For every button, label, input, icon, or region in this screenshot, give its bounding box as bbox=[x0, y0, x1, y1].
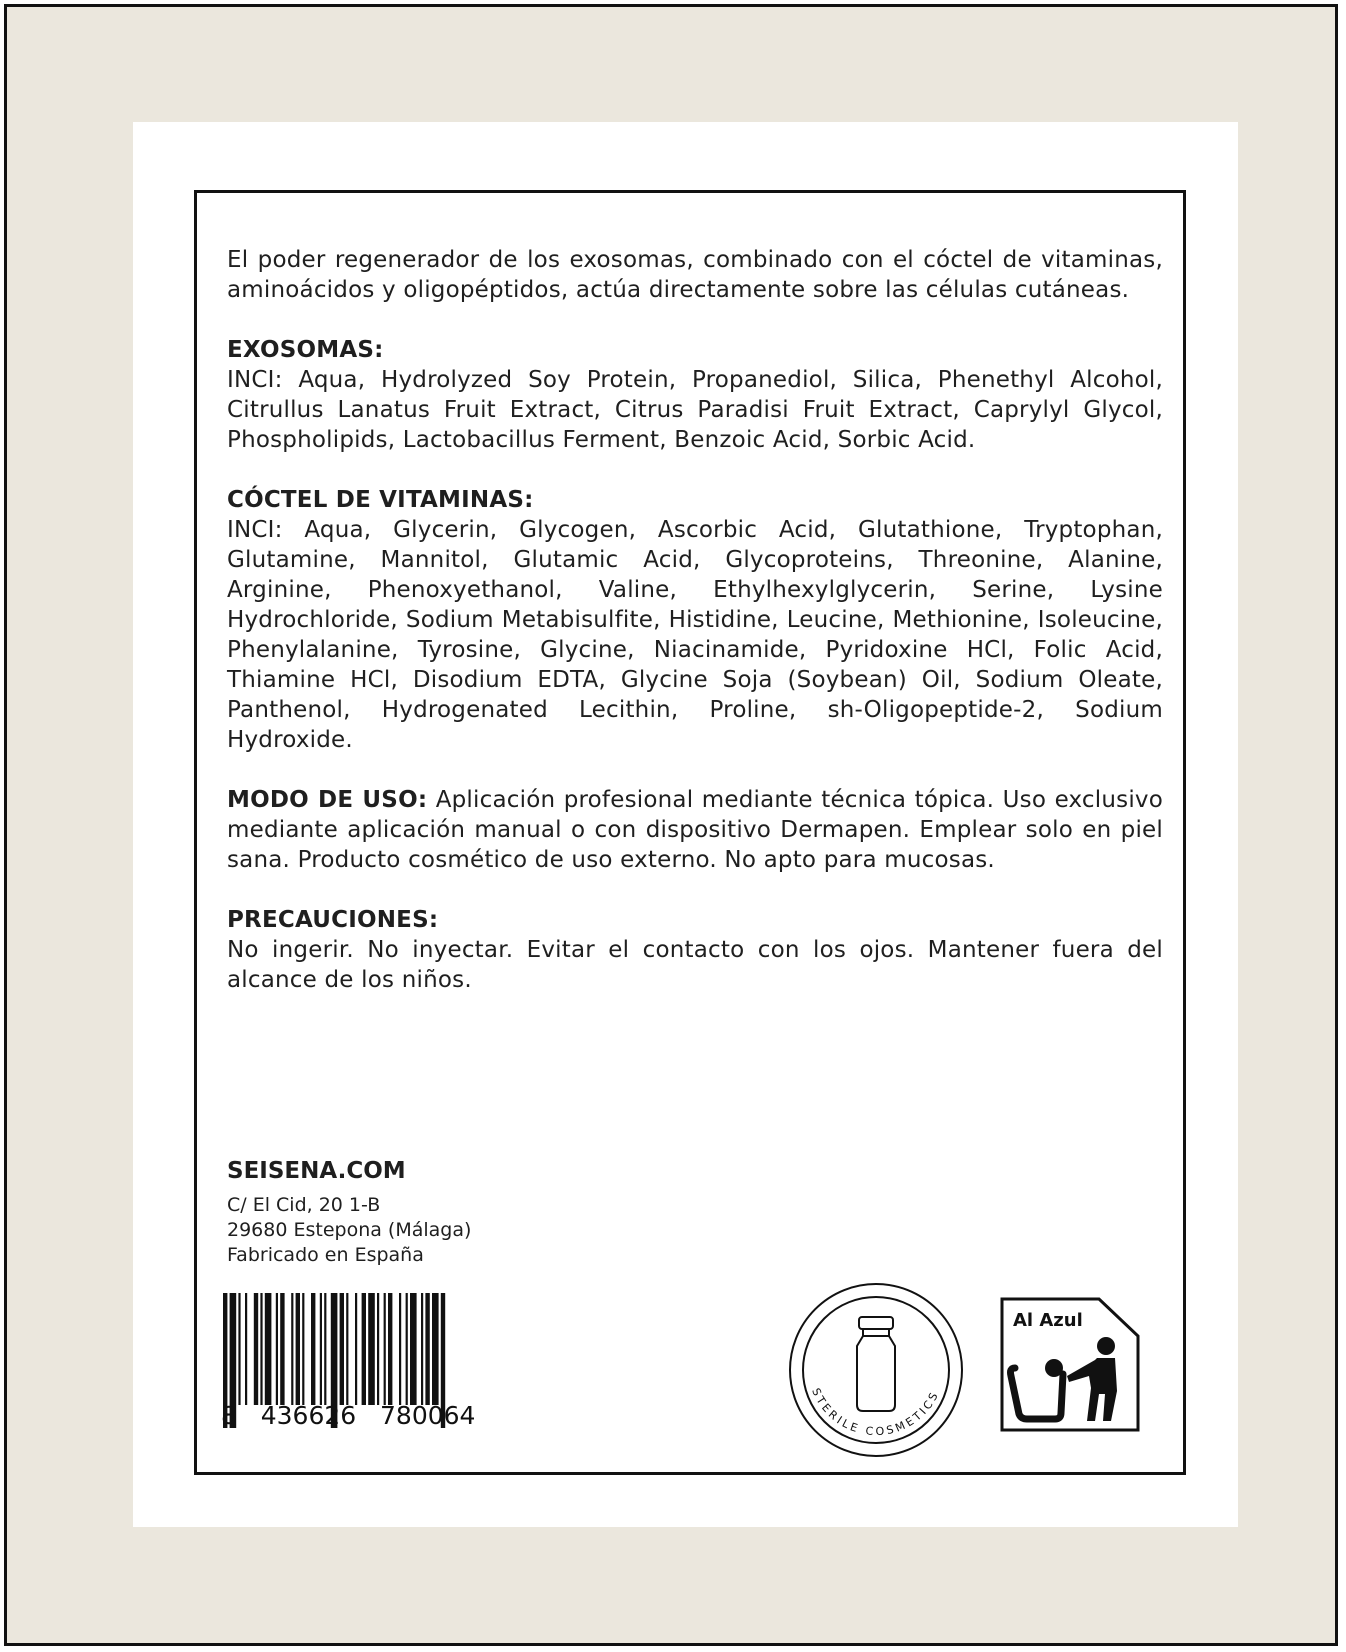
barcode-bar bbox=[320, 1293, 322, 1405]
barcode-bar bbox=[388, 1293, 392, 1405]
barcode-bar bbox=[245, 1293, 247, 1405]
barcode-bar bbox=[377, 1293, 379, 1405]
barcode-bar bbox=[432, 1293, 439, 1405]
barcode-bar bbox=[265, 1293, 272, 1405]
barcode-bar bbox=[368, 1293, 375, 1405]
barcode-bar bbox=[425, 1293, 429, 1405]
exosomas-section bbox=[227, 335, 1163, 455]
barcode-bar bbox=[276, 1293, 278, 1405]
barcode-bar bbox=[324, 1293, 326, 1405]
modo-uso-paragraph bbox=[227, 785, 1163, 875]
barcode-bar bbox=[302, 1293, 304, 1405]
exosomas-heading: EXOSOMAS: bbox=[227, 337, 384, 363]
origin-text: Fabricado en España bbox=[227, 1244, 424, 1266]
barcode-bar bbox=[311, 1293, 315, 1405]
barcode-bar bbox=[340, 1293, 344, 1405]
website[interactable]: SEISENA.COM bbox=[227, 1158, 406, 1184]
barcode-bar bbox=[346, 1293, 348, 1405]
precauciones-heading: PRECAUCIONES: bbox=[227, 907, 439, 933]
precauciones-text: No ingerir. No inyectar. Evitar el contacto con los ojos. Mantener fuera del alcance de los niños. bbox=[227, 937, 1163, 993]
barcode-bar bbox=[399, 1293, 401, 1405]
sterile-cosmetics-badge bbox=[787, 1281, 965, 1459]
intro-text: El poder regenerador de los exosomas, combinado con el cóctel de vitaminas, aminoácidos y oligopéptidos, actúa directamente sobre las células cutáneas. bbox=[227, 247, 1163, 303]
barcode-bar bbox=[296, 1293, 300, 1405]
recycling-label: Al Azul bbox=[1013, 1310, 1083, 1331]
address-line-2: 29680 Estepona (Málaga) bbox=[227, 1219, 472, 1241]
modo-uso-section bbox=[227, 785, 1163, 875]
product-label bbox=[194, 190, 1186, 1475]
barcode-bar bbox=[280, 1293, 284, 1405]
barcode-bar bbox=[260, 1293, 262, 1405]
label-content bbox=[227, 245, 1163, 995]
precauciones-section bbox=[227, 905, 1163, 995]
barcode-bar bbox=[410, 1293, 417, 1405]
exosomas-inci: INCI: Aqua, Hydrolyzed Soy Protein, Propanediol, Silica, Phenethyl Alcohol, Citrullus Lanatus Fruit Extract, Citrus Paradisi Fruit Extract, Caprylyl Glycol, Phospholipids, Lactobacillus Ferment, Benzoic Acid, Sorbic Acid. bbox=[227, 367, 1163, 453]
barcode-bar bbox=[362, 1293, 366, 1405]
coctel-section bbox=[227, 485, 1163, 755]
barcode-bar bbox=[355, 1293, 357, 1405]
barcode-bar bbox=[291, 1293, 293, 1405]
company-address bbox=[227, 1193, 471, 1268]
recycling-badge bbox=[999, 1296, 1141, 1433]
sterile-badge-text: STERILE COSMETICS bbox=[809, 1386, 942, 1439]
barcode-bar bbox=[238, 1293, 240, 1405]
coctel-inci: INCI: Aqua, Glycerin, Glycogen, Ascorbic Acid, Glutathione, Tryptophan, Glutamine, Mannitol, Glutamic Acid, Glycoproteins, Threonine, Alanine, Arginine, Phenoxyethanol, Valine, Ethylhexylglycerin, Serine, Lysine Hydrochloride, Sodium Metabisulfite, Histidine, Leucine, Methionine, Isoleucine, Phenylalanine, Tyrosine, Glycine, Niacinamide, Pyridoxine HCl, Folic Acid, Thiamine HCl, Disodium EDTA, Glycine Soja (Soybean) Oil, Sodium Oleate, Panthenol, Hydrogenated Lecithin, Proline, sh-Oligopeptide-2, Sodium Hydroxide. bbox=[227, 517, 1163, 753]
barcode-bar bbox=[406, 1293, 408, 1405]
modo-uso-text: Aplicación profesional mediante técnica tópica. Uso exclusivo mediante aplicación manual o con dispositivo Dermapen. Emplear solo en piel sana. Producto cosmético de uso externo. No apto para mucosas. bbox=[227, 787, 1164, 873]
coctel-heading: CÓCTEL DE VITAMINAS: bbox=[227, 487, 534, 513]
modo-uso-heading: MODO DE USO: bbox=[227, 787, 428, 813]
barcode-bar bbox=[384, 1293, 386, 1405]
barcode-digits: 8 436626 780064 bbox=[221, 1401, 476, 1430]
address-line-1: C/ El Cid, 20 1-B bbox=[227, 1194, 381, 1216]
barcode-bar bbox=[254, 1293, 258, 1405]
barcode-bar bbox=[421, 1293, 423, 1405]
vial-icon bbox=[857, 1317, 895, 1411]
